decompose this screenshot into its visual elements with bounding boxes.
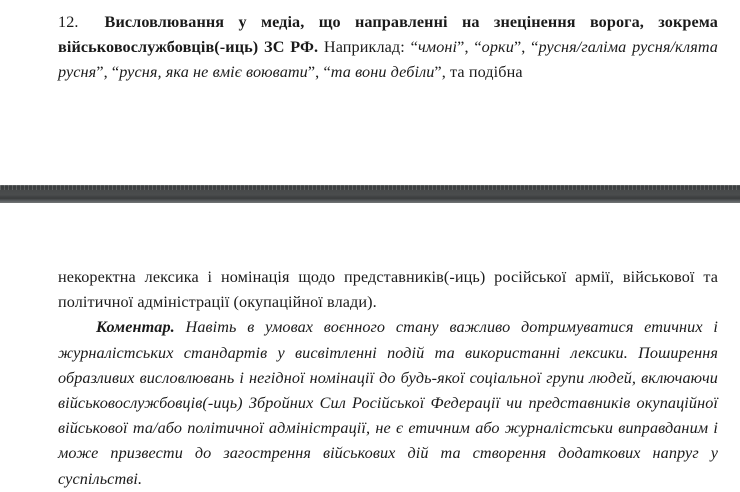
bottom-text-fragment (0, 203, 740, 488)
top-text-fragment (0, 0, 740, 186)
band-texture (0, 185, 740, 190)
space-3 (175, 318, 186, 336)
paragraph-comment (58, 315, 718, 491)
quote-open-4: “ (111, 63, 120, 82)
quote-close-5: ” (434, 63, 442, 82)
quote-open-3: “ (531, 38, 539, 57)
sep-2: , (521, 38, 532, 57)
quote-close-1: ” (457, 38, 465, 57)
quoted-term-5: та вони дебіли (330, 63, 435, 82)
quoted-term-3: русня/галіма русня/клята русня (58, 38, 719, 82)
paragraph-lead-bold: Висловлювання у медіа, що направленні на знецінення ворога, зокрема військовослужбовців(-иць) ЗС РФ. (58, 13, 718, 57)
comment-label: Коментар. (96, 318, 175, 337)
quote-open-2: “ (474, 38, 482, 57)
paragraph-continuation: некоректна лексика і номінація щодо представників(-иць) російської армії, військової та політичної адміністрації (окупаційної влади). (58, 268, 718, 312)
sep-1: , (464, 38, 475, 57)
quote-open-5: “ (323, 63, 331, 82)
paragraph-item-12 (58, 10, 718, 86)
quote-close-3: ” (96, 63, 104, 82)
paragraph-intro: Наприклад: (323, 38, 405, 57)
quoted-term-1: чмоні (417, 38, 458, 57)
comment-body: Навіть в умовах воєнного стану важливо дотримуватися етичних і журналістських стандартів у висвітленні подій та використанні лексики. Поширення образливих висловлювань і негідної номінації до будь-якої соціальної групи людей, включаючи військовослужбовців(-иць) Збройних Сил Російської Федерації чи представників окупаційної військової та/або політичної адміністрації, не є етичним або журналістськи виправданим і може призвести до загострення військових дій та створення додаткових напруг у суспільстві. (58, 318, 718, 488)
quote-close-2: ” (513, 38, 522, 57)
quote-close-4: ” (307, 63, 316, 82)
sep-4: , (315, 63, 324, 82)
quoted-term-4: русня, яка не вміє воювати (119, 63, 308, 82)
quote-open-1: “ (410, 38, 418, 57)
page-break-band (0, 185, 740, 203)
list-number: 12. (58, 13, 79, 31)
sep-3: , (103, 63, 112, 82)
paragraph-tail: , та подібна (441, 63, 523, 82)
quoted-term-2: орки (481, 38, 514, 57)
